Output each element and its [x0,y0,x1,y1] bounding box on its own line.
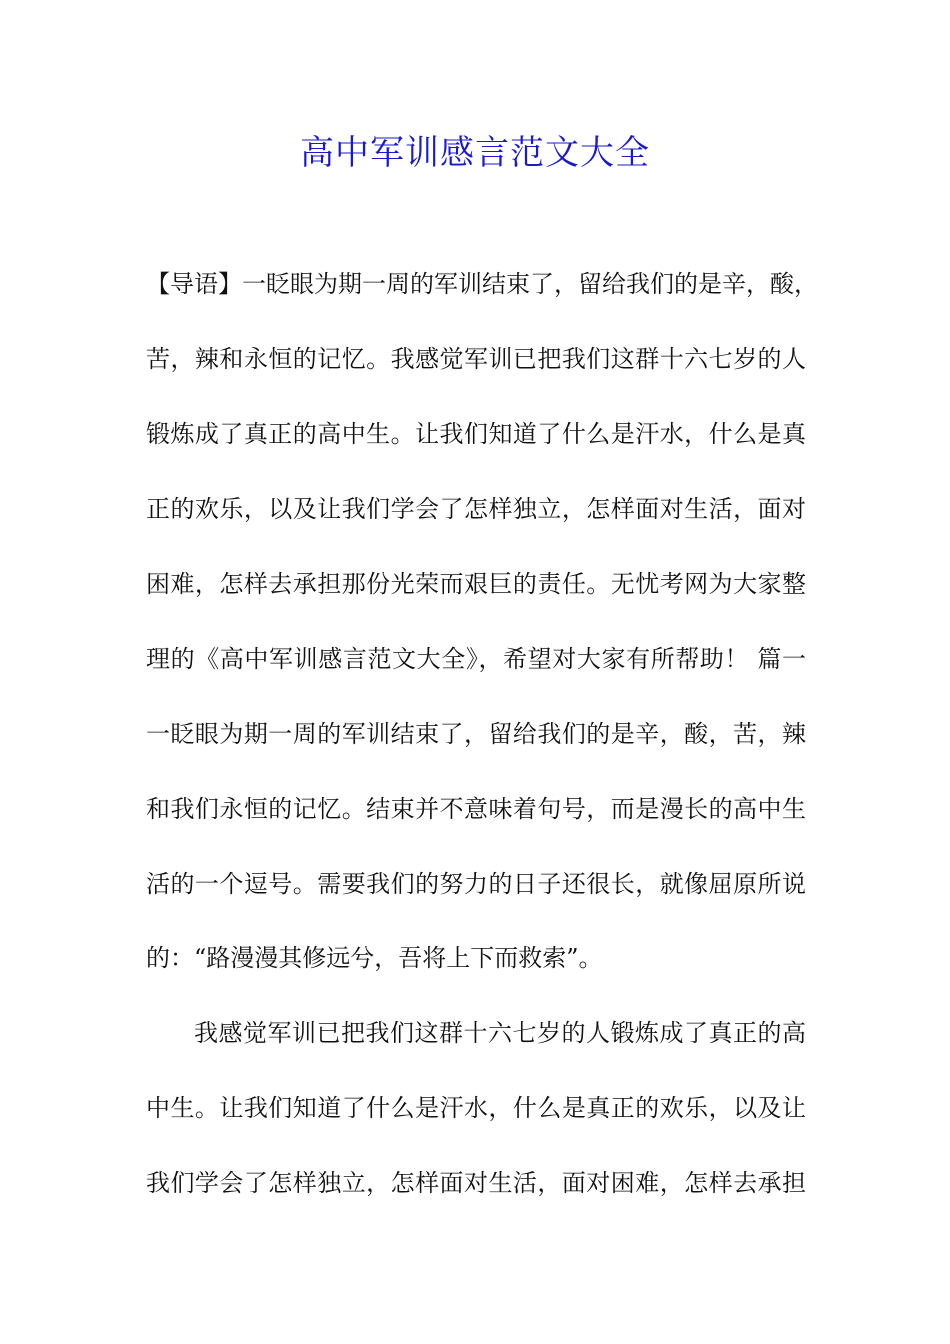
paragraph-line: 和我们永恒的记忆。结束并不意味着句号，而是漫长的高中生 [146,795,806,823]
paragraph-line: 我们学会了怎样独立，怎样面对生活，面对困难，怎样去承担 [146,1169,806,1197]
page-title: 高中军训感言范文大全 [300,133,650,173]
paragraph-line: 困难，怎样去承担那份光荣而艰巨的责任。无忧考网为大家整 [146,570,806,598]
paragraph-line: 苦，辣和永恒的记忆。我感觉军训已把我们这群十六七岁的人 [146,345,806,373]
paragraph-line: 锻炼成了真正的高中生。让我们知道了什么是汗水，什么是真 [146,420,806,448]
paragraph-line: 的：“路漫漫其修远兮，吾将上下而救索”。 [146,944,603,972]
paragraph-line: 理的《高中军训感言范文大全》，希望对大家有所帮助！ 篇一 [146,645,806,673]
paragraph-line: 一眨眼为期一周的军训结束了，留给我们的是辛，酸，苦，辣 [146,720,806,748]
paragraph-line: 活的一个逗号。需要我们的努力的日子还很长，就像屈原所说 [146,870,806,898]
paragraph-line: 中生。让我们知道了什么是汗水，什么是真正的欢乐，以及让 [146,1094,806,1122]
paragraph-line: 正的欢乐，以及让我们学会了怎样独立，怎样面对生活，面对 [146,495,806,523]
paragraph-line: 我感觉军训已把我们这群十六七岁的人锻炼成了真正的高 [194,1019,806,1047]
paragraph-line: 【导语】一眨眼为期一周的军训结束了，留给我们的是辛，酸， [146,270,818,298]
